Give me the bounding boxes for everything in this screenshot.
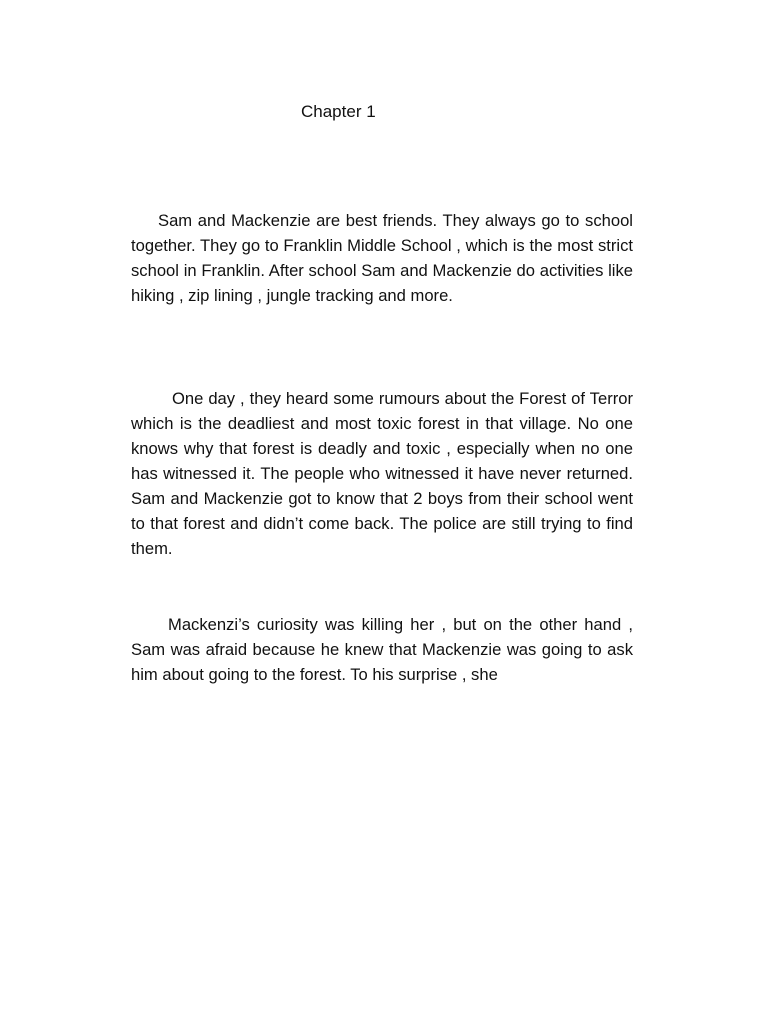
paragraph-1: Sam and Mackenzie are best friends. They always go to school together. They go to Franklin Middle School , which is the most strict school in Franklin. After school Sam and Mackenzie do activities like hiking , zip lining , jungle tracking and more. xyxy=(131,211,633,305)
paragraph-2: One day , they heard some rumours about the Forest of Terror which is the deadliest and most toxic forest in that village. No one knows why that forest is deadly and toxic , especially when no one has witnessed it. The people who witnessed it have never returned. Sam and Mackenzie got to know that 2 boys from their school went to that forest and didn’t come back. The police are still trying to find them. xyxy=(131,389,633,558)
paragraph-3: Mackenzi’s curiosity was killing her , but on the other hand , Sam was afraid because he knew that Mackenzie was going to ask him about going to the forest. To his surprise , she xyxy=(131,615,633,684)
chapter-title: Chapter 1 xyxy=(301,102,376,121)
